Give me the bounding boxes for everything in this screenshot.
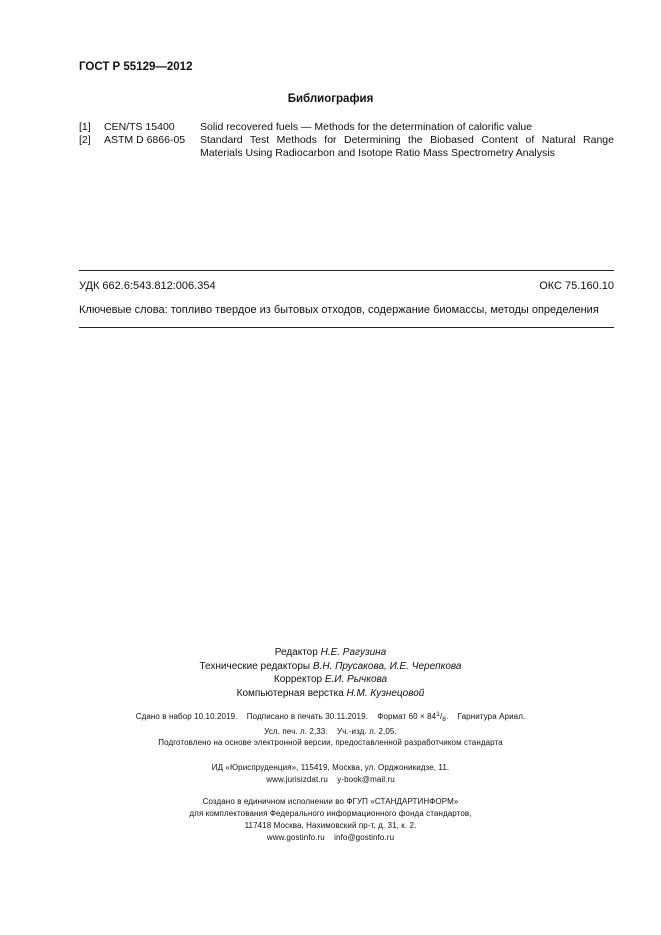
layout-line: Компьютерная верстка Н.М. Кузнецовой: [236, 687, 425, 699]
standard-number: ГОСТ Р 55129—2012: [79, 61, 193, 73]
gostinfo-site-link[interactable]: www.gostinfo.ru: [266, 833, 325, 842]
created-line-3: 117418 Москва, Нахимовский пр-т, д. 31, к. 2.: [244, 821, 417, 830]
corrector-line: Корректор Е.И. Рычкова: [273, 674, 388, 685]
entry-text: Standard Test Methods for Determining the Biobased Content of Natural Range Materials Using Radiocarbon and Isotope Ratio Mass Spectrometry Analysis: [200, 134, 614, 159]
publisher-contacts: [0, 774, 661, 786]
print-details: [0, 709, 661, 738]
print-details-line-2: Усл. печ. л. 2,33. Уч.-изд. л. 2,05.: [264, 727, 397, 736]
entry-number: [2]: [79, 134, 91, 146]
oks-code: ОКС 75.160.10: [539, 280, 614, 292]
bibliography-title: Библиография: [287, 93, 374, 105]
entry-number: [1]: [79, 121, 91, 133]
standartinform-block: [0, 796, 661, 844]
gostinfo-email-link[interactable]: info@gostinfo.ru: [334, 833, 395, 842]
top-divider: [79, 270, 614, 271]
tech-editors-line: Технические редакторы В.Н. Прусакова, И.Е. Черепкова: [199, 660, 462, 672]
entry-text: Solid recovered fuels — Methods for the determination of calorific value: [200, 121, 533, 133]
created-contacts: [0, 832, 661, 844]
publisher-address: ИД «Юриспруденция», 115419, Москва, ул. Орджоникидзе, 11.: [211, 763, 450, 772]
print-details-line-1: Сдано в набор 10.10.2019. Подписано в печать 30.11.2019. Формат $60 \times 84^1/_8$. Гарнитура Ариал.: [135, 711, 526, 723]
entry-code: CEN/TS 15400: [104, 121, 175, 133]
bottom-divider: [79, 327, 614, 328]
created-line-1: Создано в единичном исполнении во ФГУП «СТАНДАРТИНФОРМ»: [202, 797, 459, 806]
editor-line: Редактор Н.Е. Рагузина: [274, 647, 387, 658]
publisher-site-link[interactable]: www.jurisizdat.ru: [266, 775, 328, 784]
entry-code: ASTM D 6866-05: [104, 134, 186, 146]
udk-code: УДК 662.6:543.812:006.354: [79, 280, 216, 292]
keywords: Ключевые слова: топливо твердое из бытовых отходов, содержание биомассы, методы определения: [79, 304, 599, 316]
bibliography-list: [0, 121, 661, 161]
publisher-block: [0, 762, 661, 786]
created-line-2: для комплектования Федерального информационного фонда стандартов,: [189, 809, 472, 818]
publisher-email-link[interactable]: y-book@mail.ru: [337, 775, 395, 784]
prepared-note: Подготовлено на основе электронной версии, предоставленной разработчиком стандарта: [158, 738, 503, 747]
credits-block: [0, 646, 661, 700]
